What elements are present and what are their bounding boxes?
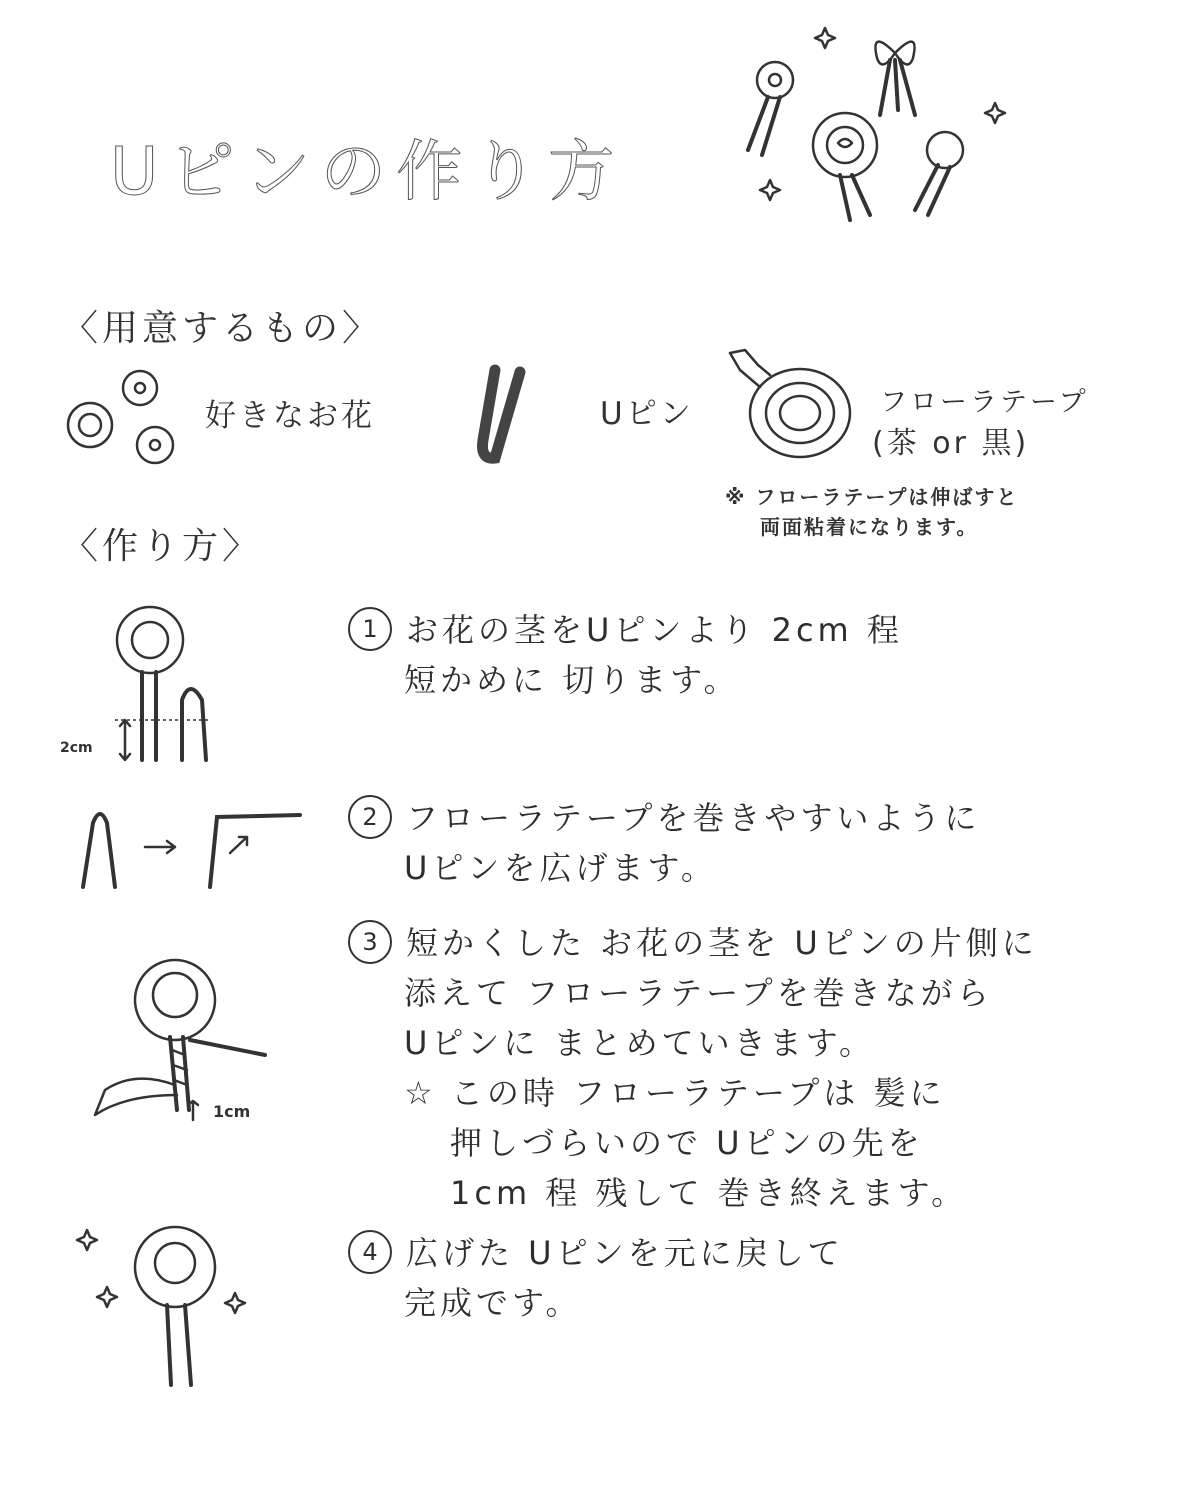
- tape-note-line2: 両面粘着になります。: [760, 515, 979, 539]
- step-line: ☆ この時 フローラテープは 髪に: [404, 1074, 946, 1112]
- step-4: [348, 1228, 844, 1328]
- step-number: 1: [348, 607, 392, 651]
- step4-illustration: [75, 1215, 255, 1395]
- flowers-label: 好きなお花: [205, 398, 375, 434]
- u-pin-illustration: [465, 360, 555, 470]
- tape-label: フローラテープ: [880, 387, 1089, 418]
- u-pin-label: Uピン: [600, 396, 694, 432]
- step2-illustration: [75, 805, 310, 895]
- step-line: Uピンに まとめていきます。: [404, 1024, 876, 1062]
- step-line: お花の茎をUピンより 2cm 程: [406, 611, 903, 649]
- step-line: フローラテープを巻きやすいように: [406, 799, 981, 837]
- step-1: [348, 605, 903, 705]
- step-number: 3: [348, 920, 392, 964]
- step3-illustration: [75, 955, 285, 1130]
- page-title: Uピンの作り方: [110, 133, 625, 210]
- step-line: 1cm 程 残して 巻き終えます。: [450, 1174, 968, 1212]
- decorative-hairpins-illustration: [730, 15, 1030, 230]
- step-number: 4: [348, 1230, 392, 1274]
- step-line: 短かくした お花の茎を Uピンの片側に: [406, 924, 1038, 962]
- step-line: 添えて フローラテープを巻きながら: [404, 974, 993, 1012]
- steps-heading: 〈作り方〉: [62, 526, 263, 567]
- tape-color-note: (茶 or 黒): [872, 426, 1030, 461]
- sparkle-icon: [760, 180, 780, 200]
- step-2: [348, 793, 980, 893]
- sparkle-icon: [815, 28, 835, 48]
- step-line: Uピンを広げます。: [404, 849, 717, 887]
- floral-tape-illustration: [720, 345, 860, 475]
- sparkle-icon: [77, 1230, 97, 1250]
- step-line: 完成です。: [404, 1284, 582, 1322]
- tape-note-line1: ※ フローラテープは伸ばすと: [725, 485, 1019, 509]
- step-3: [348, 918, 1038, 1218]
- step1-illustration: [60, 600, 230, 775]
- step-line: 短かめに 切ります。: [404, 661, 740, 699]
- step-line: 押しづらいので Uピンの先を: [450, 1124, 924, 1162]
- sparkle-icon: [225, 1293, 245, 1313]
- flowers-illustration: [60, 360, 190, 475]
- step-number: 2: [348, 795, 392, 839]
- sparkle-icon: [97, 1287, 117, 1307]
- materials-heading: 〈用意するもの〉: [62, 308, 383, 349]
- one-cm-label: 1cm: [213, 1102, 251, 1121]
- step-line: 広げた Uピンを元に戻して: [406, 1234, 844, 1272]
- two-cm-label: 2cm: [60, 740, 93, 756]
- sparkle-icon: [985, 103, 1005, 123]
- arrow-right-icon: [145, 841, 175, 853]
